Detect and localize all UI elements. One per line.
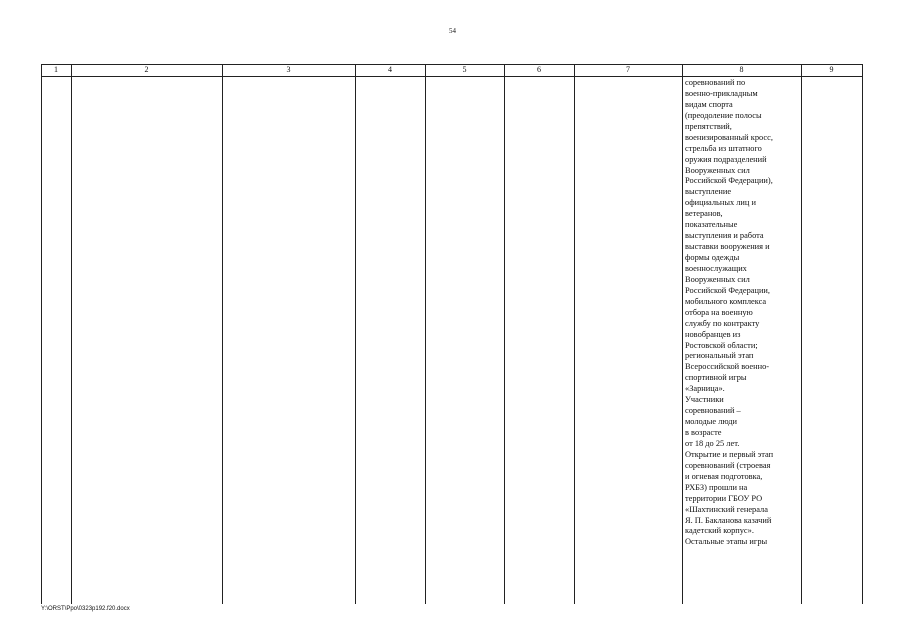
text-line: новобранцев из: [685, 329, 741, 339]
column-header-5: 5: [462, 65, 467, 74]
text-line: Вооруженных сил: [685, 165, 750, 175]
column-header-1: 1: [54, 65, 58, 74]
text-line: военно-прикладным: [685, 88, 758, 98]
text-line: «Зарница».: [685, 384, 725, 394]
column-border: [41, 64, 42, 604]
text-line: «Шахтинский генерала: [685, 504, 768, 514]
text-line: военизированный кросс,: [685, 132, 773, 142]
column-header-4: 4: [388, 65, 392, 74]
text-line: препятствий,: [685, 121, 732, 131]
column-border: [425, 64, 426, 604]
column-border: [71, 64, 72, 604]
text-line: Российской Федерации,: [685, 285, 771, 295]
text-line: Ростовской области;: [685, 340, 758, 350]
column-header-9: 9: [829, 65, 834, 74]
text-line: Российской Федерации),: [685, 176, 773, 186]
text-line: выступления и работа: [685, 231, 764, 241]
text-line: службу по контракту: [685, 318, 760, 328]
text-line: мобильного комплекса: [685, 296, 767, 306]
text-line: видам спорта: [685, 99, 733, 109]
text-line: оружия подразделений: [685, 154, 767, 164]
text-line: кадетский корпус».: [685, 526, 754, 536]
column-header-3: 3: [286, 65, 291, 74]
text-line: выставки вооружения и: [685, 242, 770, 252]
text-line: Вооруженных сил: [685, 274, 750, 284]
page-number: 54: [449, 27, 456, 35]
column-header-7: 7: [626, 65, 630, 74]
text-line: показательные: [685, 220, 738, 230]
text-line: стрельба из штатного: [685, 143, 762, 153]
column-border: [682, 64, 683, 604]
column-header-2: 2: [144, 65, 149, 74]
text-line: Всероссийской военно-: [685, 362, 770, 372]
text-line: официальных лиц и: [685, 198, 756, 208]
text-line: Я. П. Бакланова казачий: [685, 515, 772, 525]
column-header-6: 6: [537, 65, 541, 74]
text-line: формы одежды: [685, 253, 740, 262]
column-border: [574, 64, 575, 604]
text-line: спортивной игры: [685, 373, 747, 383]
text-line: и огневая подготовка,: [685, 471, 763, 481]
text-line: территории ГБОУ РО: [685, 493, 763, 503]
text-line: ветеранов,: [685, 209, 723, 219]
text-line: молодые люди: [685, 417, 737, 427]
text-line: выступление: [685, 187, 732, 197]
data-table: [41, 64, 863, 604]
text-line: военнослужащих: [685, 263, 747, 273]
column-border: [504, 64, 505, 604]
text-line: соревнований по: [685, 78, 746, 87]
text-line: в возрасте: [685, 428, 722, 437]
text-line: региональный этап: [685, 351, 754, 361]
text-line: Участники: [685, 395, 724, 405]
text-line: соревнований –: [685, 406, 741, 416]
text-line: Остальные этапы игры: [685, 537, 768, 547]
text-line: отбора на военную: [685, 307, 753, 317]
document-path-footer: Y:\ORST\Ppo\0323p192.f20.docx: [41, 606, 130, 612]
header-row-border: [41, 76, 863, 77]
column-8-cell: [685, 78, 823, 548]
text-line: Открытие и первый этап: [685, 449, 774, 459]
text-line: соревнований (строевая: [685, 460, 771, 470]
column-header-8: 8: [739, 65, 744, 74]
text-line: от 18 до 25 лет.: [685, 438, 740, 448]
column-border: [222, 64, 223, 604]
text-line: (преодоление полосы: [685, 110, 762, 120]
column-border: [355, 64, 356, 604]
column-border: [862, 64, 863, 604]
text-line: РХБЗ) прошли на: [685, 482, 748, 492]
